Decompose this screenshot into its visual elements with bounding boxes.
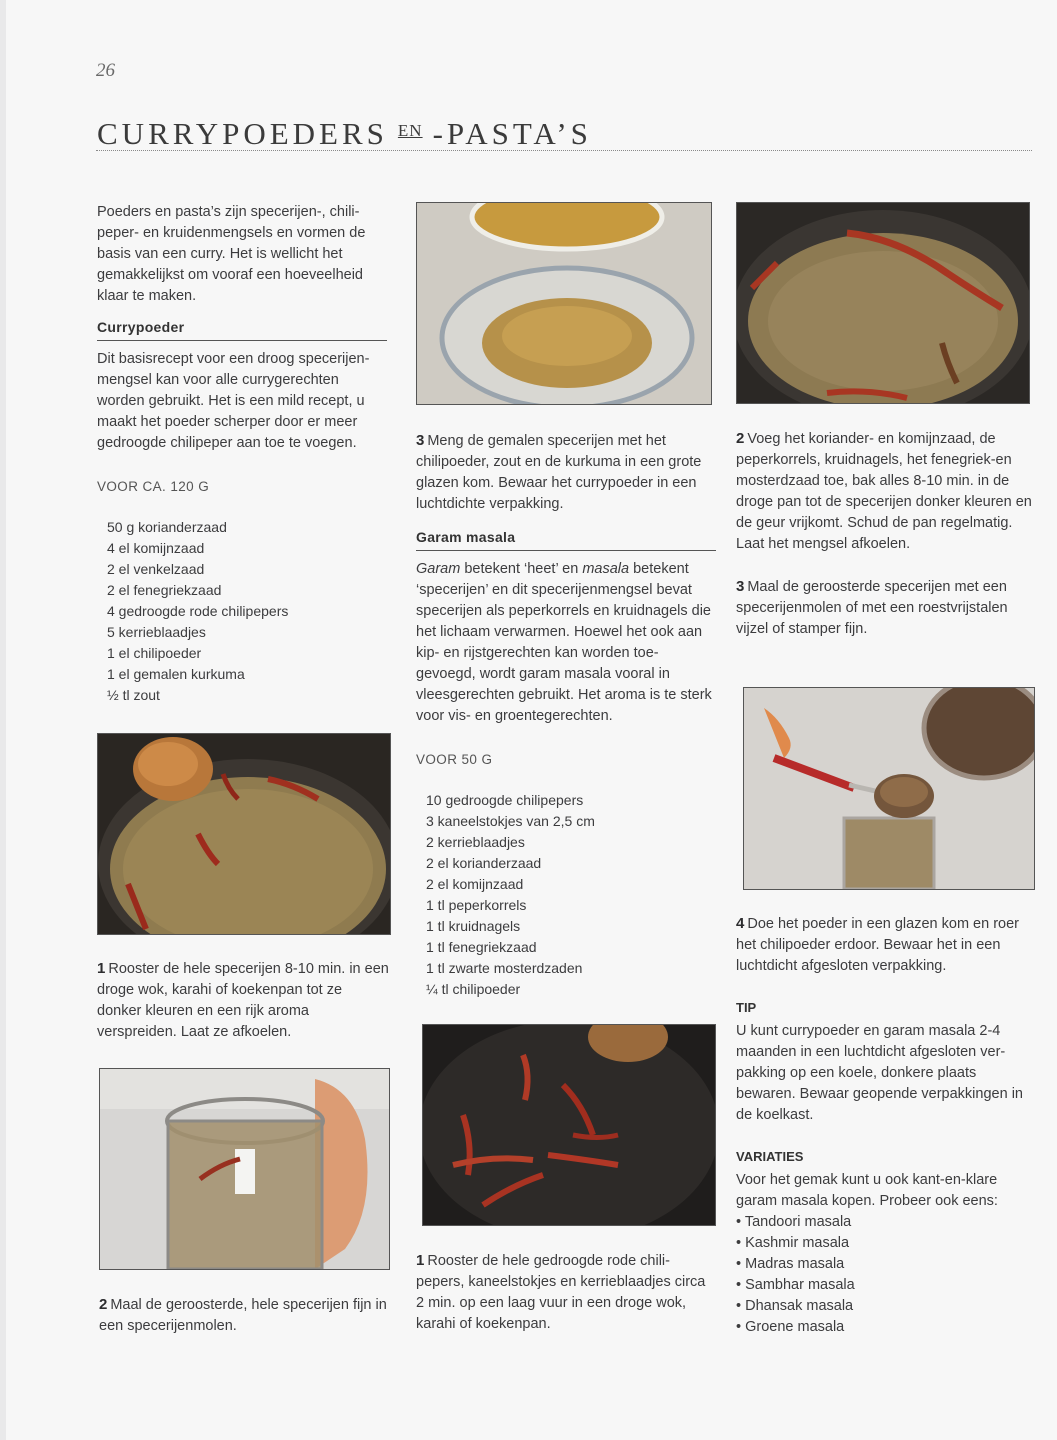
garam-masala-step-1 (416, 1250, 716, 1335)
step-body: Voeg het koriander- en komijnzaad, de peperkorrels, kruidnagels, het fenegriek-en mosterdzaad toe, bak alles 8-10 min. in de droge pan tot de specerijen donker kleuren en de geur vrijkomt. Schud de pan regelmatig. Laat het mengsel afkoelen. (736, 431, 1032, 552)
ingredient: 50 g korianderzaad (107, 519, 227, 535)
step-number: 4 (736, 915, 745, 932)
page-number: 26 (96, 60, 115, 81)
photo-spices-roasting-pan (736, 202, 1030, 404)
ingredient: 4 el komijnzaad (107, 540, 205, 556)
currypoeder-yield: VOOR CA. 120 G (97, 479, 210, 494)
ingredient: 10 gedroogde chilipepers (426, 792, 584, 808)
variaties-heading: VARIATIES (736, 1149, 804, 1164)
garam-masala-steps-2-3 (736, 428, 1036, 640)
intro-text: Poeders en pasta’s zijn specerijen-, chili-peper- en kruidenmengsels en vormen de basis van een curry. Het is wellicht het gemakkelijkst om vooraf een hoeveelheid klaar te maken. (97, 204, 366, 304)
currypoeder-step-2 (99, 1294, 391, 1337)
page-title (97, 116, 592, 152)
garam-masala-ingredient-list (416, 790, 716, 1000)
desc-part: betekent ‘specerijen’ en dit specerijenmengsel bevat specerijen als peperkorrels en kruidnagels die het lichaam verwarmen. Hoewel het ook aan kip- en rijstgerechten kan worden toe-gevoegd, wordt garam masala vooral in vleesgerechten gebruikt. Het aroma is te sterk voor vis- en groentegerechten. (416, 561, 712, 724)
step-text (99, 1294, 391, 1337)
desc-em: Garam (416, 561, 461, 577)
variaties-text: Voor het gemak kunt u ook kant-en-klare garam masala kopen. Probeer ook eens: (736, 1172, 998, 1209)
ingredient: 2 el korianderzaad (426, 855, 542, 871)
photo-chilies-in-pan (422, 1024, 716, 1226)
ingredient: 2 el fenegriekzaad (107, 582, 222, 598)
ingredient: 1 el gemalen kurkuma (107, 666, 245, 682)
garam-masala-step-4-tip (736, 913, 1036, 1338)
step-text (416, 430, 716, 515)
title-en: EN (397, 121, 423, 140)
ingredient: 1 tl zwarte mosterdzaden (426, 960, 583, 976)
ingredient: 5 kerrieblaadjes (107, 624, 206, 640)
ingredient: 4 gedroogde rode chilipepers (107, 603, 289, 619)
tip-text: U kunt currypoeder en garam masala 2-4 maanden in een luchtdicht afgesloten ver-pakking op een koele, donkere plaats bewaren. Bewaar geopende verpakkingen in de koelkast. (736, 1023, 1023, 1123)
variatie-item: • Kashmir masala (736, 1233, 1036, 1254)
currypoeder-step-3 (416, 430, 716, 1000)
step-body: Maal de geroosterde specerijen met een specerijenmolen of met een roestvrijstalen vijzel of stamper fijn. (736, 579, 1008, 637)
step-number: 2 (736, 430, 745, 447)
photo-spice-grinder (99, 1068, 390, 1270)
step-body: Rooster de hele gedroogde rode chili-pepers, kaneelstokjes en kerrieblaadjes circa 2 min. op een laag vuur in een droge wok, karahi of koekenpan. (416, 1253, 706, 1332)
step-body: Rooster de hele specerijen 8-10 min. in een droge wok, karahi of koekenpan tot ze donker kleuren en een rijk aroma verspreiden. Laat ze afkoelen. (97, 961, 389, 1040)
variatie-item: • Madras masala (736, 1254, 1036, 1275)
ingredient: 1 el chilipoeder (107, 645, 202, 661)
step-number: 2 (99, 1296, 108, 1313)
photo-roasting-spices-wok (97, 733, 391, 935)
step-number: 1 (97, 960, 106, 977)
step-text (97, 958, 389, 1043)
currypoeder-heading: Currypoeder (97, 317, 387, 341)
ingredient: 2 kerrieblaadjes (426, 834, 525, 850)
photo-spoon-ground-spice (743, 687, 1035, 890)
title-divider (96, 150, 1032, 151)
variatie-item: • Sambhar masala (736, 1275, 1036, 1296)
garam-masala-heading: Garam masala (416, 527, 716, 551)
ingredient: 2 el venkelzaad (107, 561, 205, 577)
ingredient: 1 tl kruidnagels (426, 918, 521, 934)
currypoeder-ingredient-list (97, 517, 387, 706)
step-body: Maal de geroosterde, hele specerijen fijn in een specerijenmolen. (99, 1297, 387, 1334)
garam-masala-description (416, 559, 716, 727)
step-body: Doe het poeder in een glazen kom en roer het chilipoeder erdoor. Bewaar het in een luchtdicht afgesloten verpakking. (736, 916, 1019, 974)
cookbook-page (6, 0, 1057, 1440)
ingredient: ¼ tl chilipoeder (426, 981, 521, 997)
title-right: -PASTA’S (432, 116, 592, 151)
title-left: CURRYPOEDERS (97, 116, 388, 151)
currypoeder-step-1 (97, 958, 389, 1043)
step-text (416, 1250, 716, 1335)
photo-glass-bowl-currypowder (416, 202, 712, 405)
ingredient: ½ tl zout (107, 687, 160, 703)
step-number: 3 (736, 578, 745, 595)
step-text (736, 576, 1036, 640)
tip-heading: TIP (736, 1000, 757, 1015)
currypoeder-description: Dit basisrecept voor een droog specerijen-mengsel kan voor alle currygerechten worden gebruikt. Het is een mild recept, u maakt het poeder scherper door er meer gedroogde chilipeper aan toe te voegen. (97, 351, 370, 451)
variatie-item: • Groene masala (736, 1317, 1036, 1338)
step-body: Meng de gemalen specerijen met het chilipoeder, zout en de kurkuma in een grote glazen kom. Bewaar het currypoeder in een luchtdichte verpakking. (416, 433, 702, 512)
ingredient: 1 tl fenegriekzaad (426, 939, 537, 955)
ingredient: 3 kaneelstokjes van 2,5 cm (426, 813, 595, 829)
step-text (736, 428, 1036, 555)
desc-em: masala (582, 561, 630, 577)
garam-masala-yield: VOOR 50 G (416, 752, 493, 767)
step-text (736, 913, 1036, 977)
ingredient: 1 tl peperkorrels (426, 897, 527, 913)
step-number: 3 (416, 432, 425, 449)
step-number: 1 (416, 1252, 425, 1269)
variaties-list (736, 1212, 1036, 1338)
desc-part: betekent ‘heet’ en (460, 561, 583, 577)
ingredient: 2 el komijnzaad (426, 876, 524, 892)
variatie-item: • Tandoori masala (736, 1212, 1036, 1233)
column-currypoeder (97, 202, 387, 706)
variatie-item: • Dhansak masala (736, 1296, 1036, 1317)
